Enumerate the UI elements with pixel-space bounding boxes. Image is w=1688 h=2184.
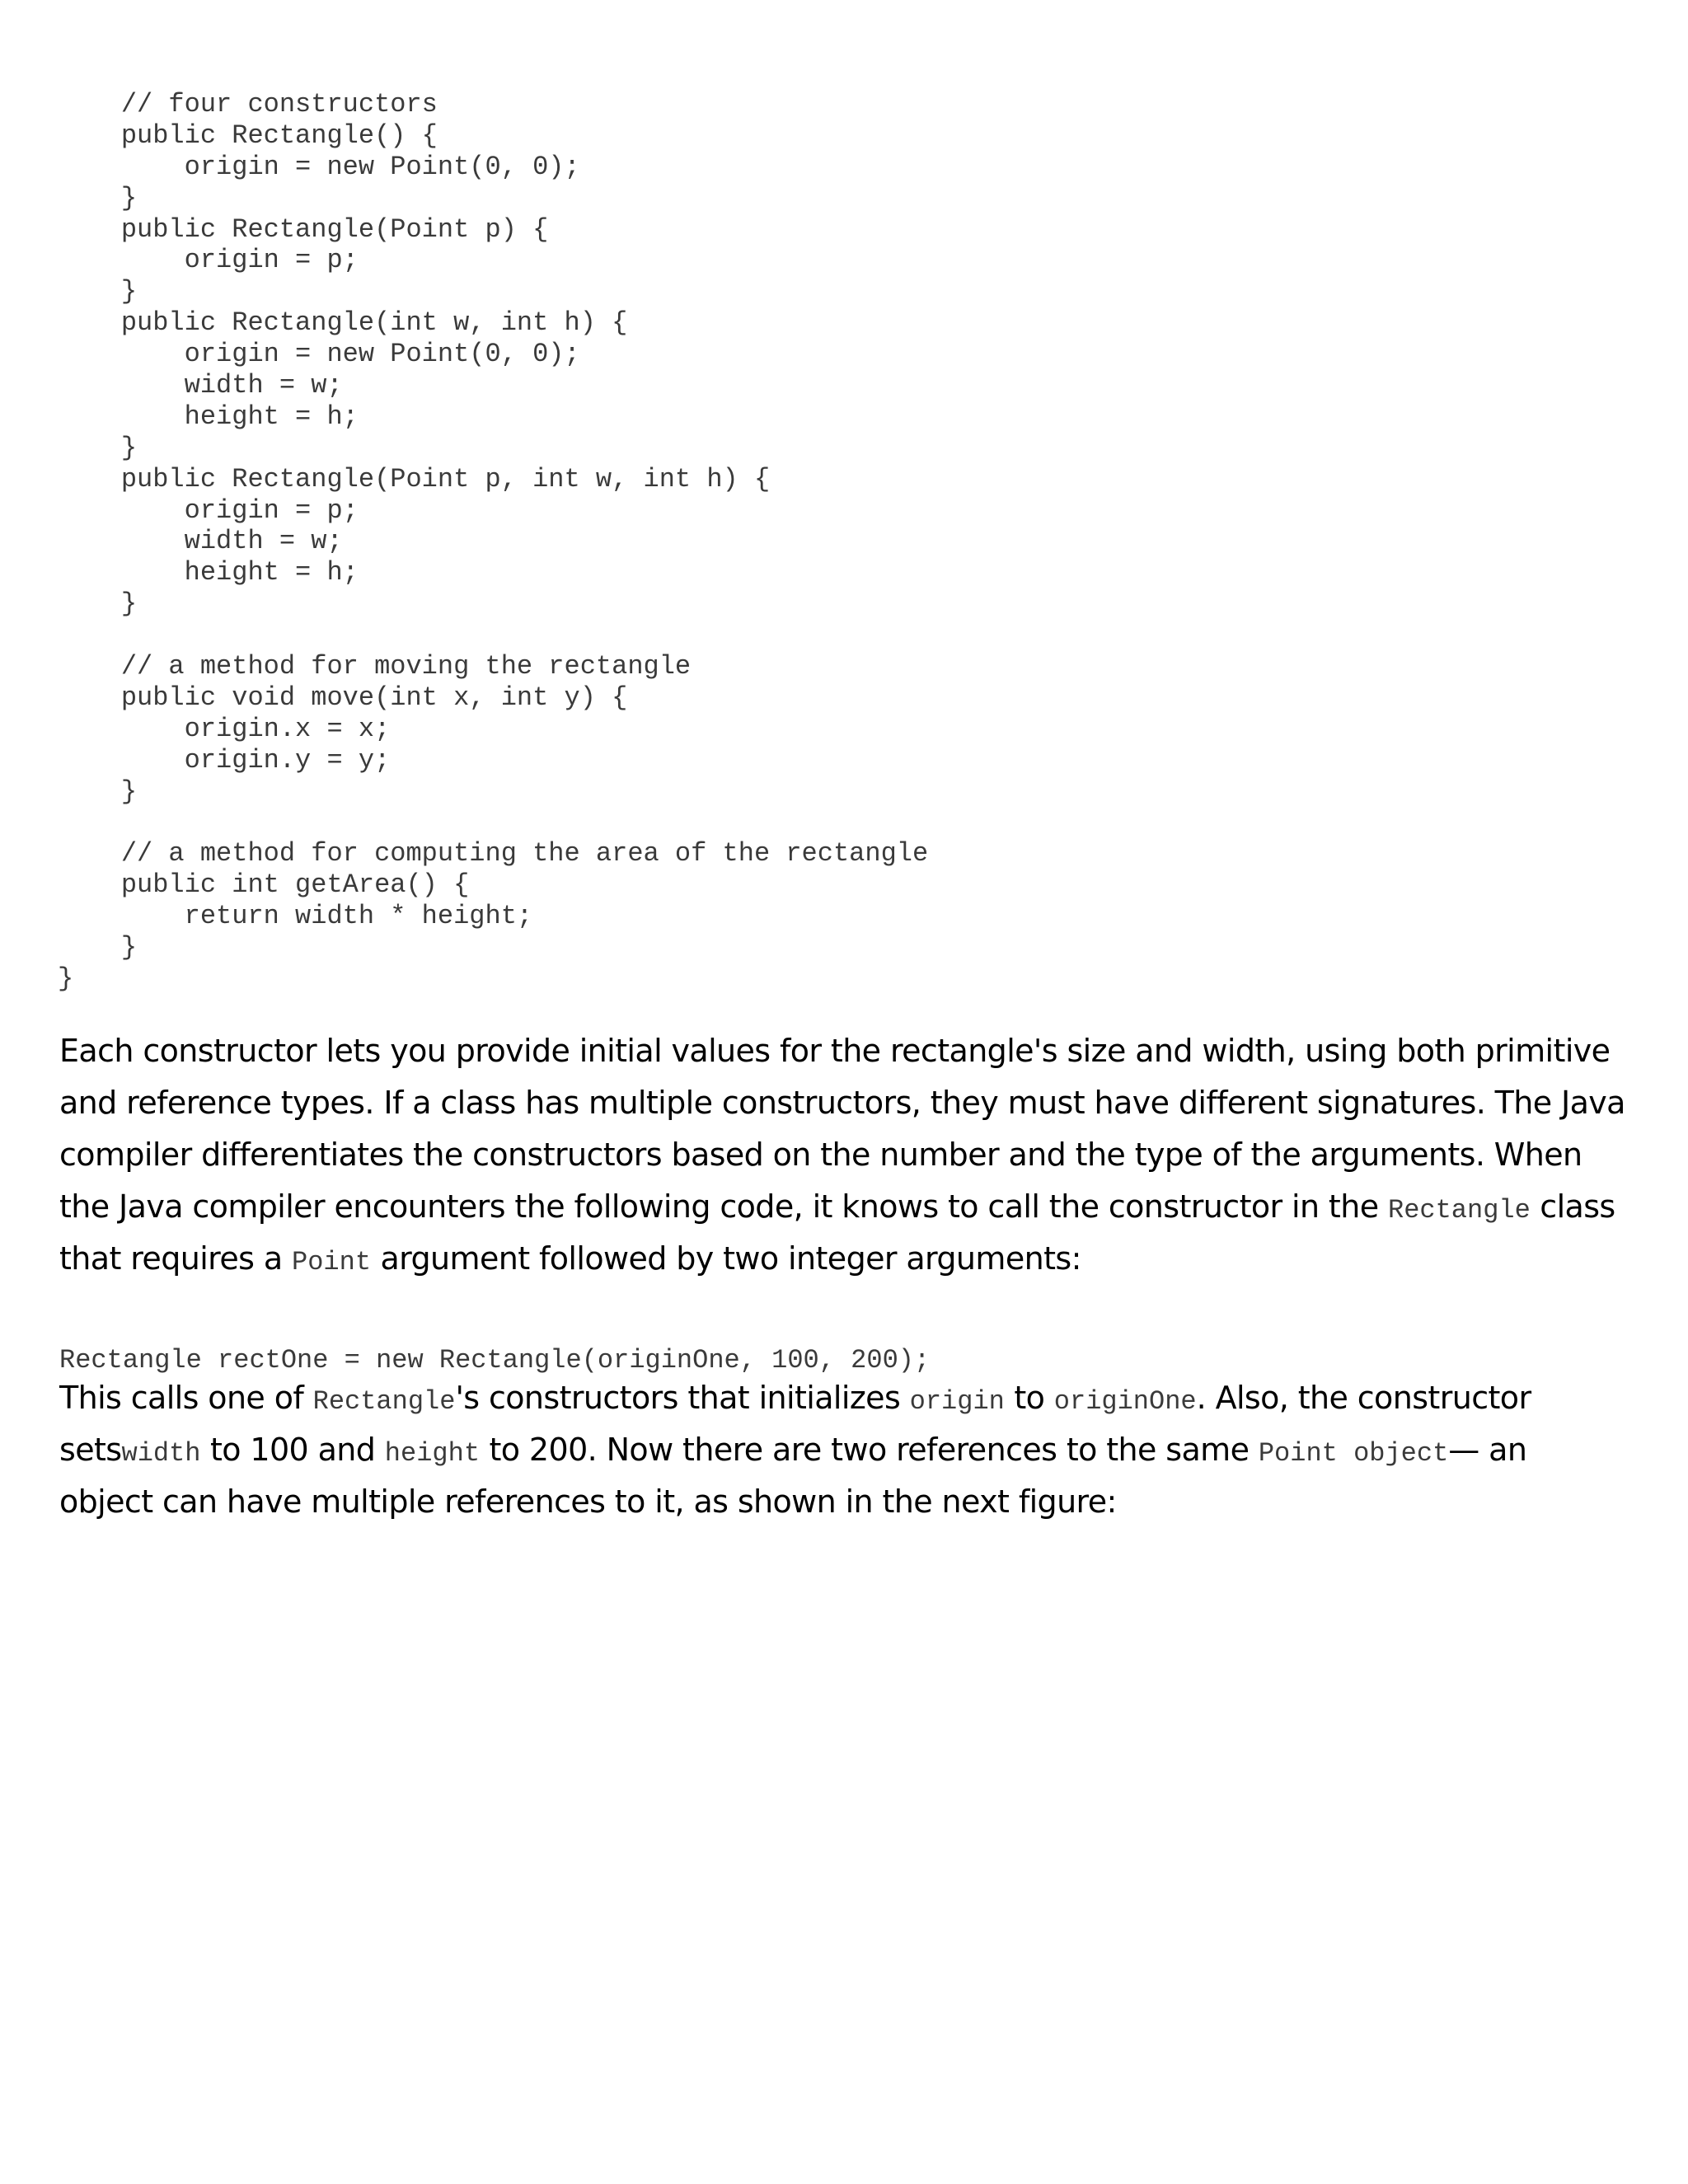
followup-paragraph [59,1372,1531,1528]
text-run: class [1530,1188,1615,1225]
code-line [58,620,928,651]
text-run: to 200. Now there are two references to the same [480,1432,1259,1468]
paragraph-line [59,1372,1531,1424]
inline-code: width [121,1438,201,1469]
code-line: } [58,432,138,463]
code-line: public Rectangle() { [58,120,438,151]
code-line: origin.y = y; [58,744,391,776]
code-line: origin = p; [58,494,359,526]
paragraph-line [59,1181,1625,1233]
code-line [58,807,928,838]
inline-code: Point [292,1247,372,1277]
code-line: public Rectangle(Point p, int w, int h) { [58,463,771,494]
code-line: origin = p; [58,245,359,276]
inline-code: origin [909,1386,1005,1417]
text-run: argument followed by two integer arguments: [371,1240,1081,1277]
code-line: } [58,932,138,963]
inline-code: originOne [1053,1386,1197,1417]
example-code-line: Rectangle rectOne = new Rectangle(originOne, 100, 200); [59,1345,931,1376]
text-run: to [1004,1380,1054,1416]
paragraph-line: Each constructor lets you provide initial values for the rectangle's size and width, using both primitive [59,1033,1611,1069]
paragraph-line [59,1424,1531,1476]
text-run: that requires a [59,1240,292,1277]
text-run: to 100 and [200,1432,385,1468]
code-line: } [58,776,138,807]
code-line: } [58,182,138,213]
text-run: . Also, the constructor [1196,1380,1531,1416]
text-run: — an [1448,1432,1527,1468]
code-line: } [58,276,138,307]
code-line: origin = new Point(0, 0); [58,339,580,370]
explanation-paragraph [59,1025,1625,1285]
code-line: } [58,963,74,994]
code-line: public void move(int x, int y) { [58,682,628,713]
text-run: 's constructors that initializes [455,1380,910,1416]
code-line: width = w; [58,526,343,557]
code-line: // four constructors [58,89,438,120]
code-line: width = w; [58,370,343,401]
code-line: return width * height; [58,901,533,932]
code-line: origin = new Point(0, 0); [58,151,580,182]
code-line: height = h; [58,401,359,432]
paragraph-line: object can have multiple references to it, as shown in the next figure: [59,1483,1117,1520]
paragraph-line: compiler differentiates the constructors based on the number and the type of the arguments. When [59,1137,1582,1173]
inline-code: height [384,1438,481,1469]
code-line: public Rectangle(int w, int h) { [58,307,628,339]
inline-code: Rectangle [1387,1195,1531,1226]
inline-code: Point object [1258,1438,1449,1469]
inline-code: Rectangle [312,1386,456,1417]
code-listing [58,89,928,995]
code-line: origin.x = x; [58,713,391,744]
code-line: // a method for moving the rectangle [58,651,692,682]
text-run: This calls one of [59,1380,313,1416]
paragraph-line [59,1233,1625,1285]
code-line: public int getArea() { [58,869,470,901]
paragraph-line: and reference types. If a class has multiple constructors, they must have different signatures. The Java [59,1085,1625,1121]
text-run: the Java compiler encounters the following code, it knows to call the constructor in the [59,1188,1388,1225]
code-line: public Rectangle(Point p) { [58,213,549,245]
code-line: height = h; [58,557,359,588]
text-run: sets [59,1432,122,1468]
code-line: // a method for computing the area of the rectangle [58,838,929,869]
code-line: } [58,588,138,620]
